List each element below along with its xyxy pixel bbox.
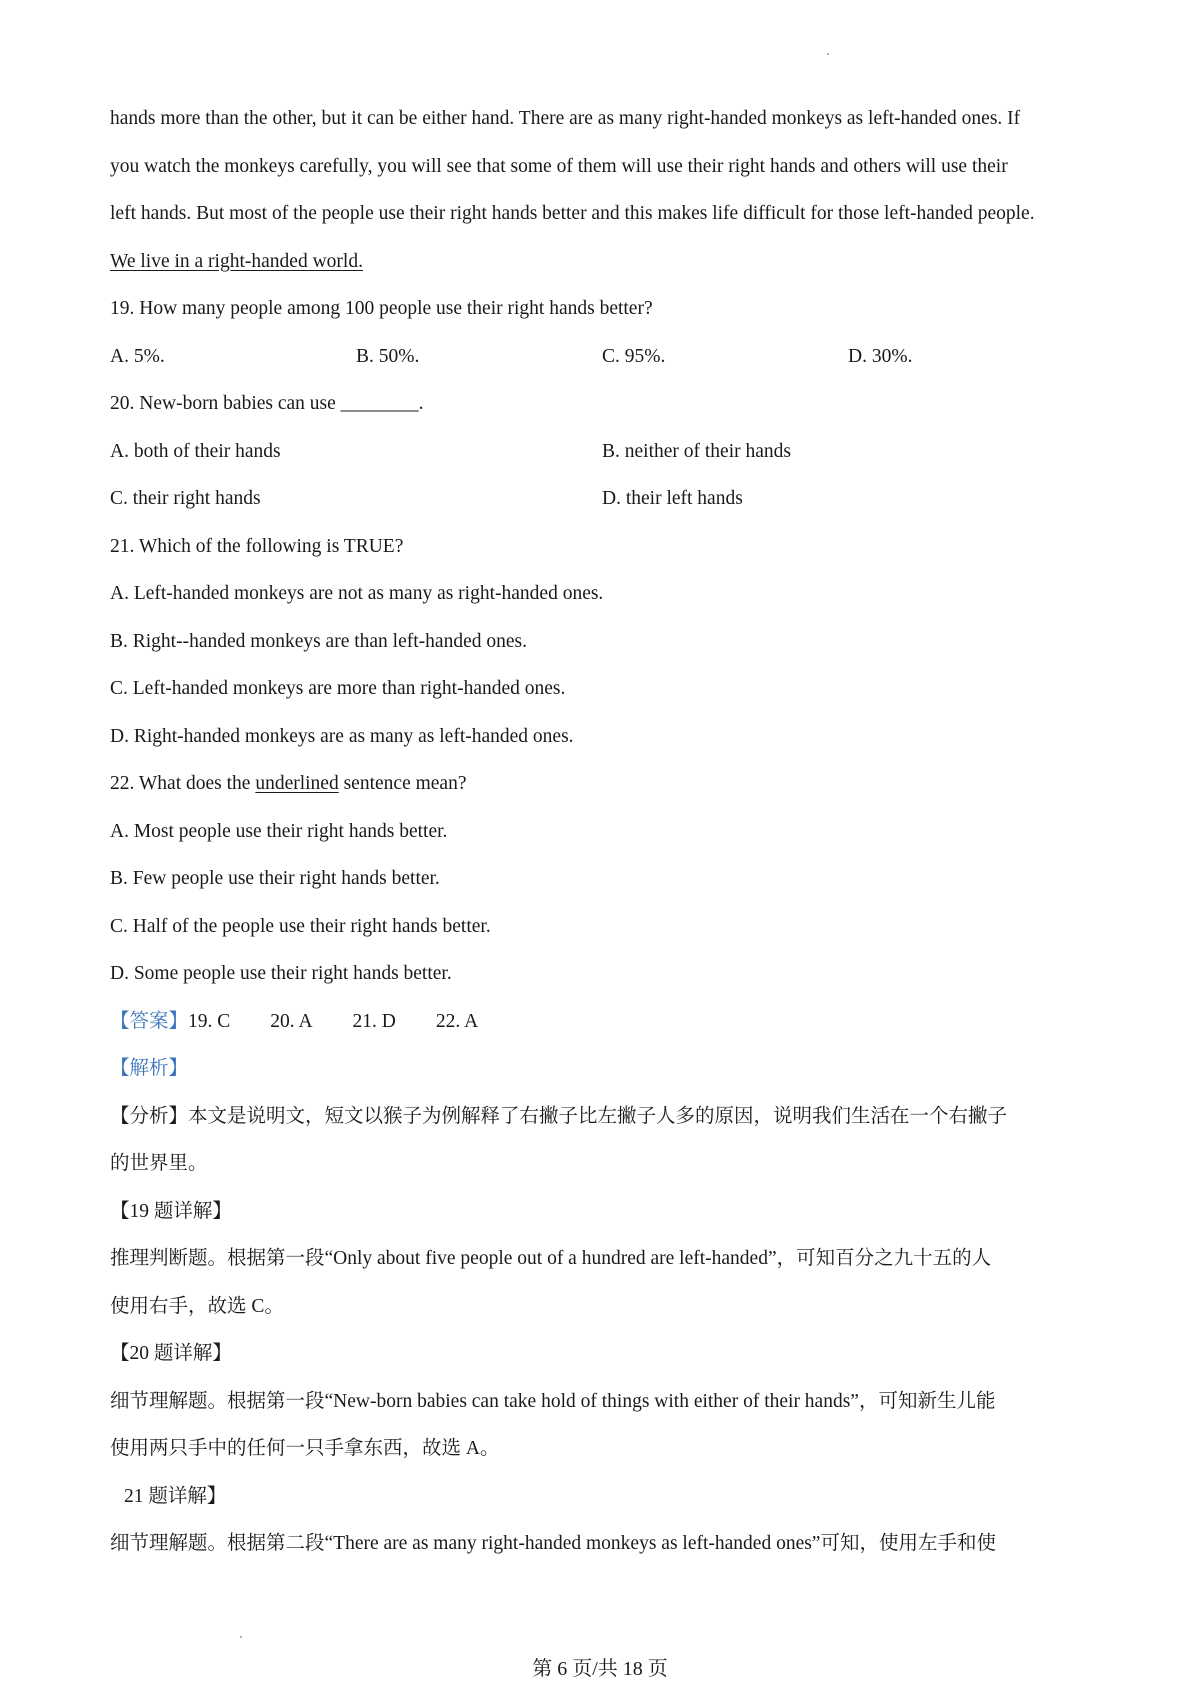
option-b: B. neither of their hands <box>602 440 791 462</box>
detail-21-title: 21 题详解】 <box>124 1485 227 1507</box>
option-d: D. Right-handed monkeys are as many as left-handed ones. <box>110 725 574 747</box>
analysis-label: 【解析】 <box>110 1058 189 1079</box>
question-20-stem: 20. New-born babies can use ________. <box>110 393 424 414</box>
question-21-stem: 21. Which of the following is TRUE? <box>110 535 404 557</box>
option-d: D. 30%. <box>848 345 913 367</box>
passage-line <box>110 238 1110 286</box>
page-footer: 第 6 页/共 18 页 <box>532 1658 668 1680</box>
answer-item: 20. A <box>270 1010 313 1032</box>
answer-label: 【答案】 <box>110 1010 189 1032</box>
page-content <box>110 95 1110 1568</box>
option-a: A. Most people use their right hands better. <box>110 820 448 842</box>
option-c: C. their right hands <box>110 488 261 509</box>
option-b: B. 50%. <box>356 345 420 367</box>
option-b: B. Right--handed monkeys are than left-handed ones. <box>110 630 527 652</box>
detail-20-text: 细节理解题。根据第一段“New-born babies can take hold of things with either of their hands”，可知新生儿能 <box>110 1390 996 1412</box>
passage-line: left hands. But most of the people use their right hands better and this makes life difficult for those left-handed people. <box>110 203 1035 224</box>
detail-20-title: 【20 题详解】 <box>110 1343 232 1364</box>
option-d: D. their left hands <box>602 488 743 509</box>
option-a: A. 5%. <box>110 345 165 367</box>
answer-line <box>110 998 1110 1046</box>
detail-19-text: 使用右手，故选 C。 <box>110 1295 284 1317</box>
question-20-options-row <box>110 428 1110 476</box>
passage-line: you watch the monkeys carefully, you will see that some of them will use their right hands and others will use their <box>110 155 1008 177</box>
scan-speck <box>827 53 829 55</box>
answer-item: 19. C <box>188 1010 231 1032</box>
answer-item: 21. D <box>352 1010 396 1032</box>
detail-19-text: 推理判断题。根据第一段“Only about five people out of a hundred are left-handed”，可知百分之九十五的人 <box>110 1248 992 1269</box>
option-c: C. Left-handed monkeys are more than right-handed ones. <box>110 678 566 699</box>
question-19-stem: 19. How many people among 100 people use their right hands better? <box>110 298 653 319</box>
underlined-word: underlined <box>255 773 339 794</box>
answer-item: 22. A <box>435 1010 479 1032</box>
stem-text: sentence mean? <box>338 773 467 794</box>
option-a: A. Left-handed monkeys are not as many as right-handed ones. <box>110 583 604 604</box>
question-19-options <box>110 333 1110 381</box>
option-c: C. Half of the people use their right hands better. <box>110 915 491 937</box>
analysis-summary-line: 【分析】本文是说明文，短文以猴子为例解释了右撇子比左撇子人多的原因，说明我们生活在一个右撇子 <box>110 1105 1008 1127</box>
option-a: A. both of their hands <box>110 440 281 462</box>
question-22-stem <box>110 760 1110 808</box>
scan-speck <box>240 1636 242 1638</box>
stem-text: 22. What does the <box>110 773 256 794</box>
option-d: D. Some people use their right hands better. <box>110 963 452 984</box>
detail-19-title: 【19 题详解】 <box>110 1200 232 1222</box>
option-c: C. 95%. <box>602 345 666 367</box>
option-b: B. Few people use their right hands better. <box>110 868 440 889</box>
detail-21-text: 细节理解题。根据第二段“There are as many right-handed monkeys as left-handed ones”可知，使用左手和使 <box>110 1533 996 1554</box>
detail-20-text: 使用两只手中的任何一只手拿东西，故选 A。 <box>110 1438 500 1459</box>
question-20-options-row <box>110 475 1110 523</box>
underlined-sentence: We live in a right-handed world. <box>110 250 363 272</box>
analysis-summary-line: 的世界里。 <box>110 1153 208 1174</box>
passage-line: hands more than the other, but it can be either hand. There are as many right-handed monkeys as left-handed ones. If <box>110 108 1021 129</box>
